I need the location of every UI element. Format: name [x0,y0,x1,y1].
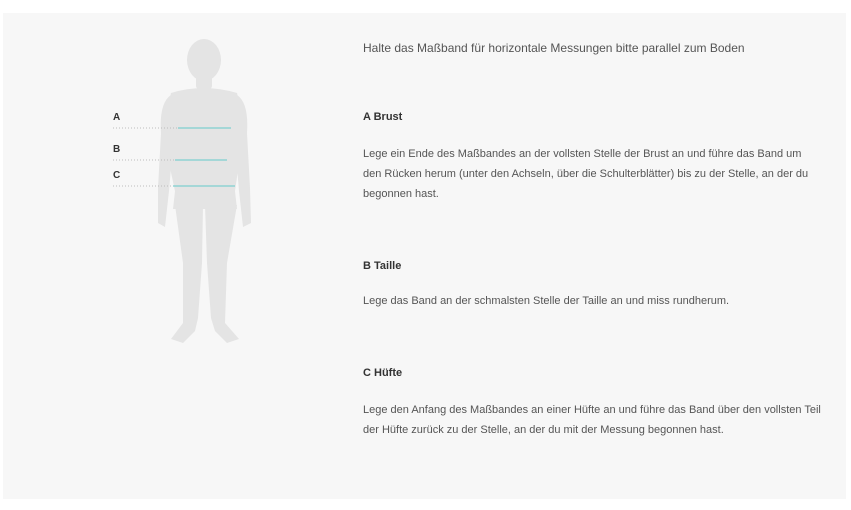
section-text-chest: Lege ein Ende des Maßbandes an der vollsten Stelle der Brust an und führe das Band um den Rücken herum (unter den Achseln, über die Schulterblätter) bis zu der Stelle, an der du begonnen hast. [363,148,809,200]
section-title-chest: A Brust [363,111,403,123]
section-text-hip: Lege den Anfang des Maßbandes an einer Hüfte an und führe das Band über den vollsten Teil der Hüfte zurück zu der Stelle, an der du mit der Messung begonnen hast. [363,404,821,436]
section-text-waist: Lege das Band an der schmalsten Stelle der Taille an und miss rundherum. [363,295,730,307]
body-figure [3,13,343,499]
intro-text: Halte das Maßband für horizontale Messungen bitte parallel zum Boden [363,41,745,55]
chest-marker-label: A [113,112,121,123]
hip-marker-label: C [113,170,121,181]
waist-marker-label: B [113,144,121,155]
section-title-waist: B Taille [363,260,402,272]
section-title-hip: C Hüfte [363,367,403,379]
size-guide-panel [3,13,846,499]
body-silhouette-icon [3,13,343,499]
